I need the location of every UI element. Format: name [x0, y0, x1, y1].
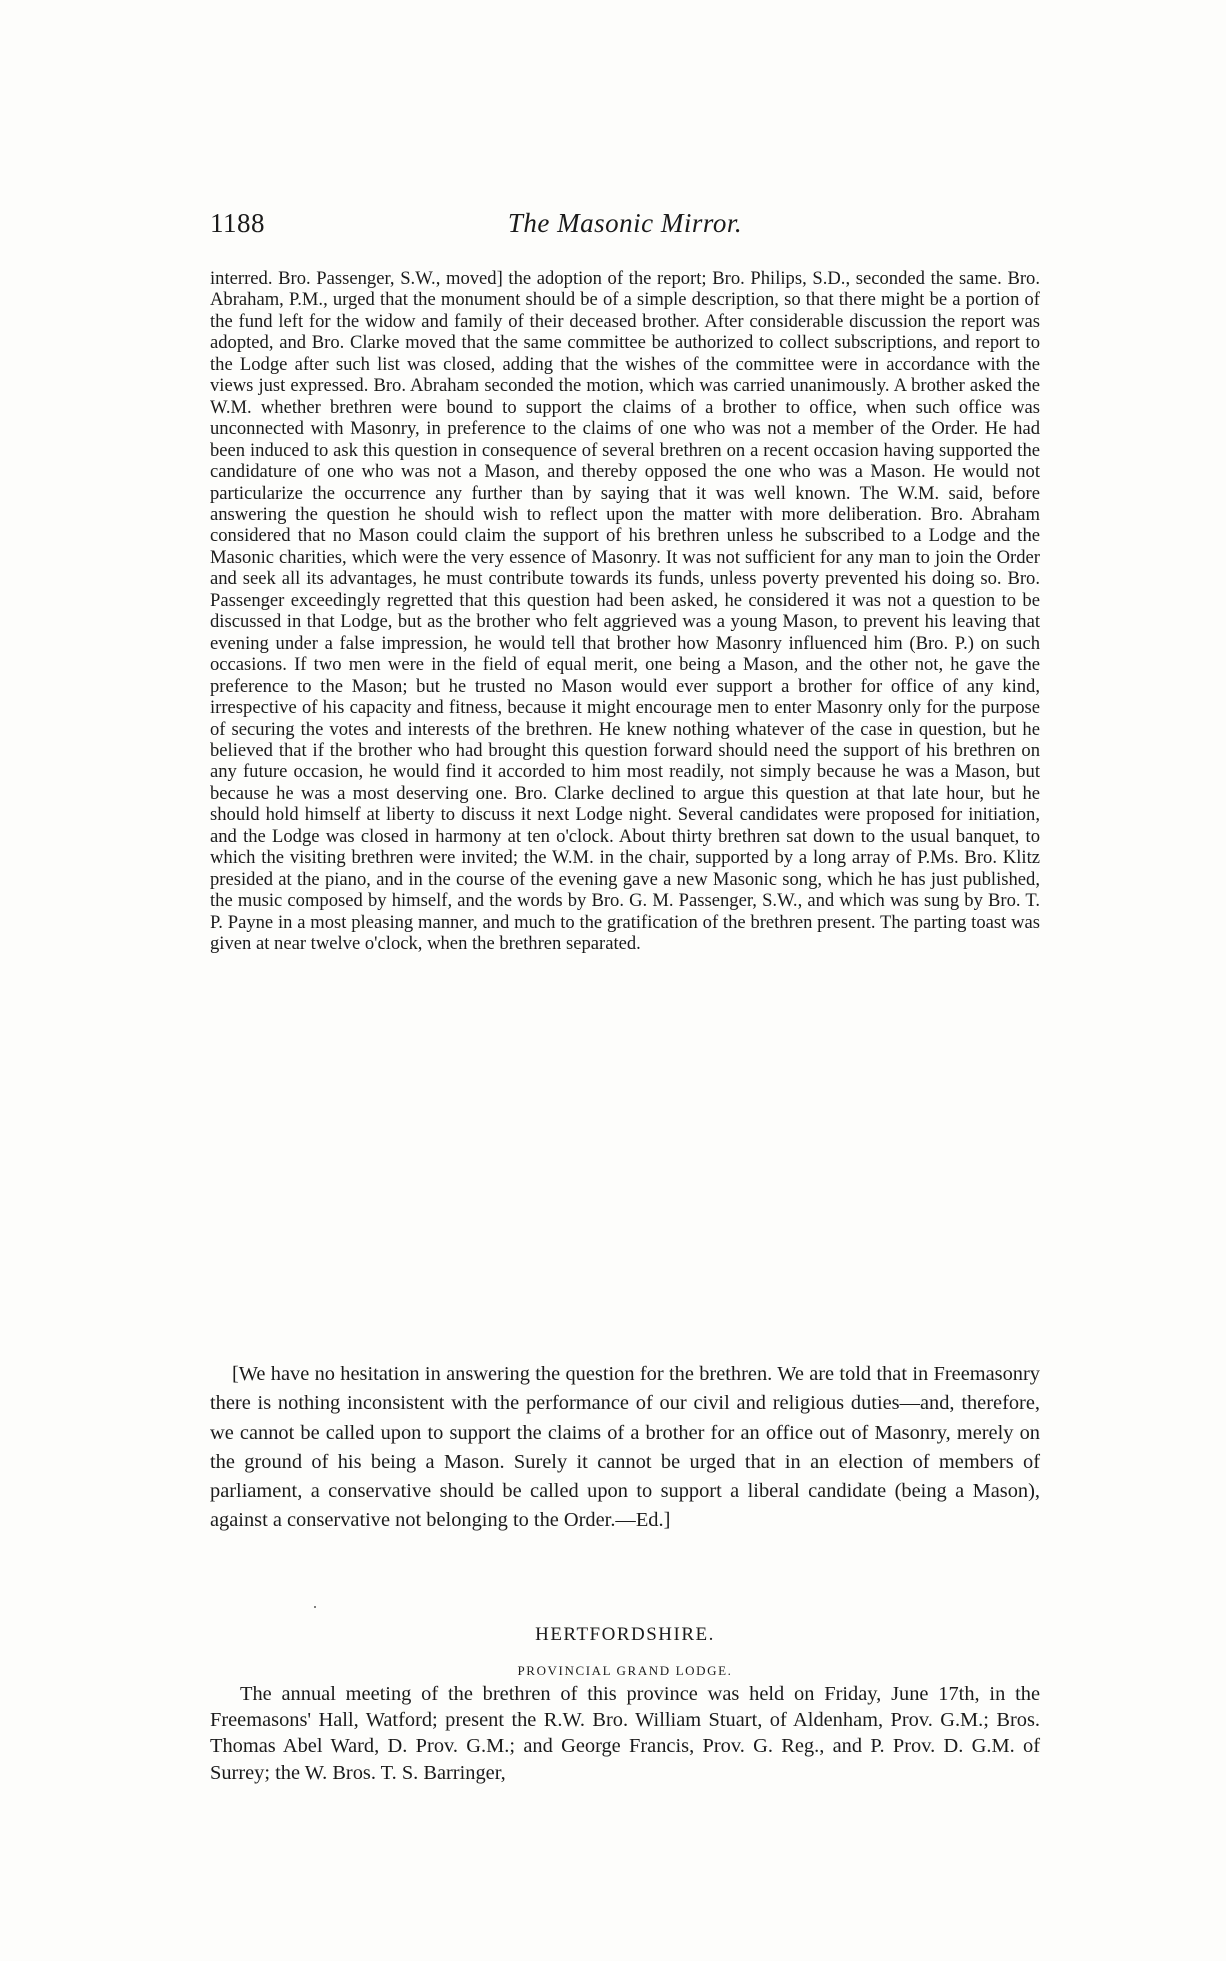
- report-paragraph: interred. Bro. Passenger, S.W., moved] the adoption of the report; Bro. Philips, S.D., seconded the same. Bro. Abraham, P.M., urged that the monument should be of a simple description, so that there might be a portion of the fund left for the widow and family of their deceased brother. After considerable discussion the report was adopted, and Bro. Clarke moved that the same committee be authorized to collect subscriptions, and report to the Lodge after such list was closed, adding that the wishes of the committee were in accordance with the views just expressed. Bro. Abraham seconded the motion, which was carried unanimously. A brother asked the W.M. whether brethren were bound to support the claims of a brother to office, when such office was unconnected with Masonry, in preference to the claims of one who was not a member of the Order. He had been induced to ask this question in consequence of several brethren on a recent occasion having supported the candidature of one who was not a Mason, and thereby opposed the one who was a Mason. He would not particularize the occurrence any further than by saying that it was well known. The W.M. said, before answering the question he should wish to reflect upon the matter with more deliberation. Bro. Abraham considered that no Mason could claim the support of his brethren unless he subscribed to a Lodge and the Masonic charities, which were the very essence of Masonry. It was not sufficient for any man to join the Order and seek all its advantages, he must contribute towards its funds, unless poverty prevented his doing so. Bro. Passenger exceedingly regretted that this question had been asked, he considered it was not a question to be discussed in that Lodge, but as the brother who felt aggrieved was a young Mason, to prevent his leaving that evening under a false impression, he would tell that brother how Masonry influenced him (Bro. P.) on such occasions. If two men were in the field of equal merit, one being a Mason, and the other not, he gave the preference to the Mason; but he trusted no Mason would ever support a brother for office of any kind, irrespective of his capacity and fitness, because it might encourage men to enter Masonry only for the purpose of securing the votes and interests of the brethren. He knew nothing whatever of the case in question, but he believed that if the brother who had brought this question forward should need the support of his brethren on any future occasion, he would find it accorded to him most readily, not simply because he was a Mason, but because he was a most deserving one. Bro. Clarke declined to argue this question at that late hour, but he should hold himself at liberty to discuss it next Lodge night. Several candidates were proposed for initiation, and the Lodge was closed in harmony at ten o'clock. About thirty brethren sat down to the usual banquet, to which the visiting brethren were invited; the W.M. in the chair, supported by a long array of P.Ms. Bro. Klitz presided at the piano, and in the course of the evening gave a new Masonic song, which he has just published, the music composed by himself, and the words by Bro. G. M. Passenger, S.W., and which was sung by Bro. T. P. Payne in a most pleasing manner, and much to the gratification of the brethren present. The parting toast was given at near twelve o'clock, when the brethren separated.: [210, 268, 1040, 955]
- section-title: HERTFORDSHIRE.: [535, 1624, 715, 1645]
- lodge-report: [210, 268, 1040, 955]
- running-head: [210, 208, 1040, 248]
- editor-note: [210, 1360, 1040, 1536]
- section-subtitle: PROVINCIAL GRAND LODGE.: [517, 1663, 733, 1678]
- print-speck: [314, 1606, 316, 1608]
- page-number: 1188: [210, 208, 265, 238]
- journal-title: The Masonic Mirror.: [507, 208, 743, 238]
- editor-note-paragraph: [We have no hesitation in answering the question for the brethren. We are told that in Freemasonry there is nothing inconsistent with the performance of our civil and religious duties—and, therefore, we cannot be called upon to support the claims of a brother for an office out of Masonry, merely on the ground of his being a Mason. Surely it cannot be urged that in an election of members of parliament, a conservative should be called upon to support a liberal candidate (being a Mason), against a conservative not belonging to the Order.—Ed.]: [210, 1363, 1040, 1532]
- meeting-paragraph: The annual meeting of the brethren of this province was held on Friday, June 17th, in the Freemasons' Hall, Watford; present the R.W. Bro. William Stuart, of Aldenham, Prov. G.M.; Bros. Thomas Abel Ward, D. Prov. G.M.; and George Francis, Prov. G. Reg., and P. Prov. D. G.M. of Surrey; the W. Bros. T. S. Barringer,: [210, 1683, 1040, 1784]
- meeting-report: [210, 1681, 1040, 1786]
